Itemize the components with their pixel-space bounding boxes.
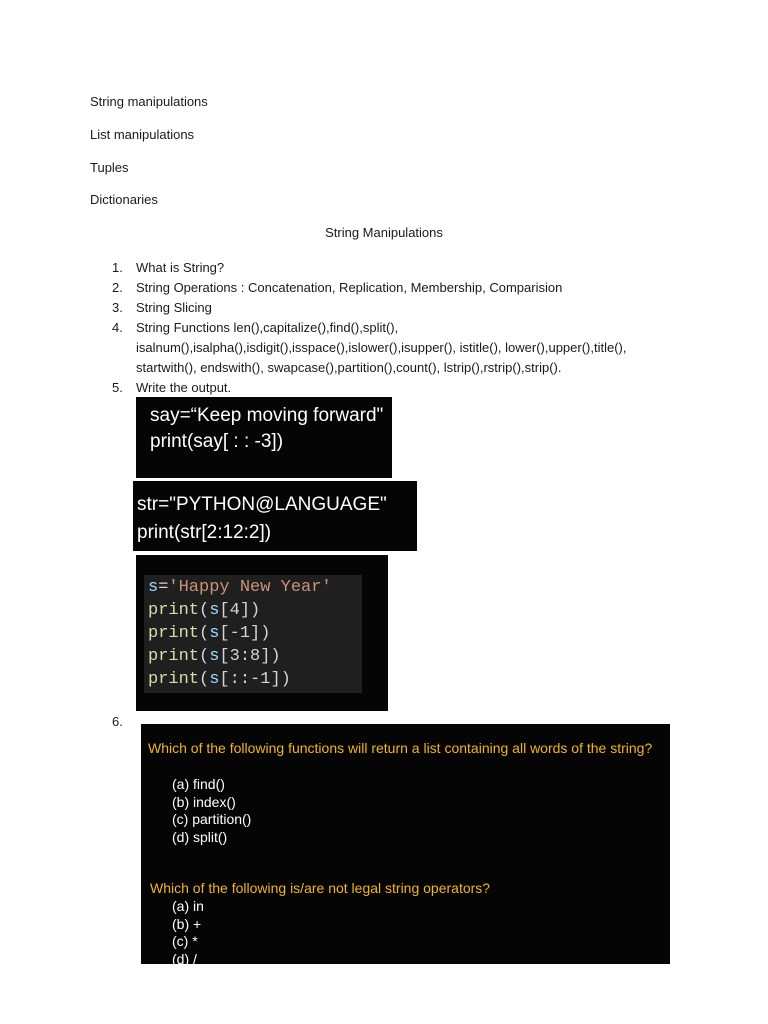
topic-string-manipulations: String manipulations bbox=[90, 94, 208, 109]
quiz-option: (a) find() bbox=[172, 776, 225, 792]
list-item bbox=[112, 378, 672, 398]
list-item-continuation bbox=[112, 338, 672, 358]
quiz-option: (d) split() bbox=[172, 828, 228, 845]
code-line: print(str[2:12:2]) bbox=[137, 522, 272, 543]
quiz-option: (b) index() bbox=[172, 793, 236, 810]
code-line: print(s[::-1]) bbox=[148, 670, 291, 689]
list-number-6: 6. bbox=[112, 714, 123, 729]
numbered-list bbox=[112, 258, 672, 398]
code-screenshot-1 bbox=[136, 397, 392, 478]
quiz-question-1: Which of the following functions will return a list containing all words of the string? bbox=[148, 740, 653, 756]
list-number: 2. bbox=[112, 280, 123, 295]
quiz-screenshot bbox=[141, 724, 670, 967]
topic-tuples: Tuples bbox=[90, 160, 129, 175]
code-line: str="PYTHON@LANGUAGE" bbox=[137, 494, 387, 515]
list-item bbox=[112, 258, 672, 278]
list-text: Write the output. bbox=[136, 380, 232, 395]
section-heading: String Manipulations bbox=[325, 225, 443, 240]
quiz-options-1 bbox=[172, 776, 251, 846]
code-line: print(s[-1]) bbox=[148, 624, 271, 643]
quiz-option: (a) in bbox=[172, 898, 204, 914]
code-line: s='Happy New Year' bbox=[148, 578, 332, 597]
list-text: What is String? bbox=[136, 260, 225, 275]
code-line: print(s[4]) bbox=[148, 601, 261, 620]
list-item bbox=[112, 278, 672, 298]
code-editor-panel bbox=[144, 575, 362, 693]
code-line: say=“Keep moving forward" bbox=[150, 405, 384, 426]
list-number: 4. bbox=[112, 320, 123, 335]
list-text: isalnum(),isalpha(),isdigit(),isspace(),islower(),isupper(), istitle(), lower(),upper(),title(), bbox=[136, 340, 627, 355]
code-line: print(say[ : : -3]) bbox=[150, 431, 284, 452]
code-line: print(s[3:8]) bbox=[148, 647, 281, 666]
topic-dictionaries: Dictionaries bbox=[90, 192, 158, 207]
quiz-option: (c) * bbox=[172, 933, 198, 949]
quiz-options-2 bbox=[172, 898, 204, 968]
list-number: 5. bbox=[112, 380, 123, 395]
code-screenshot-3 bbox=[136, 555, 388, 711]
topic-list-manipulations: List manipulations bbox=[90, 127, 195, 142]
list-text: String Slicing bbox=[136, 300, 212, 315]
list-number: 3. bbox=[112, 300, 123, 315]
quiz-option: (b) + bbox=[172, 915, 202, 932]
list-item-continuation bbox=[112, 358, 672, 378]
quiz-question-2: Which of the following is/are not legal string operators? bbox=[150, 880, 491, 896]
list-item bbox=[112, 318, 672, 338]
quiz-option: (c) partition() bbox=[172, 811, 252, 827]
list-text: String Operations : Concatenation, Replication, Membership, Comparision bbox=[136, 280, 563, 295]
list-text: String Functions len(),capitalize(),find(),split(), bbox=[136, 320, 399, 335]
list-text: startwith(), endswith(), swapcase(),partition(),count(), lstrip(),rstrip(),strip(). bbox=[136, 360, 562, 375]
list-item bbox=[112, 298, 672, 318]
list-number: 1. bbox=[112, 260, 123, 275]
quiz-option: (d) / bbox=[172, 950, 197, 967]
code-screenshot-2 bbox=[133, 481, 417, 551]
